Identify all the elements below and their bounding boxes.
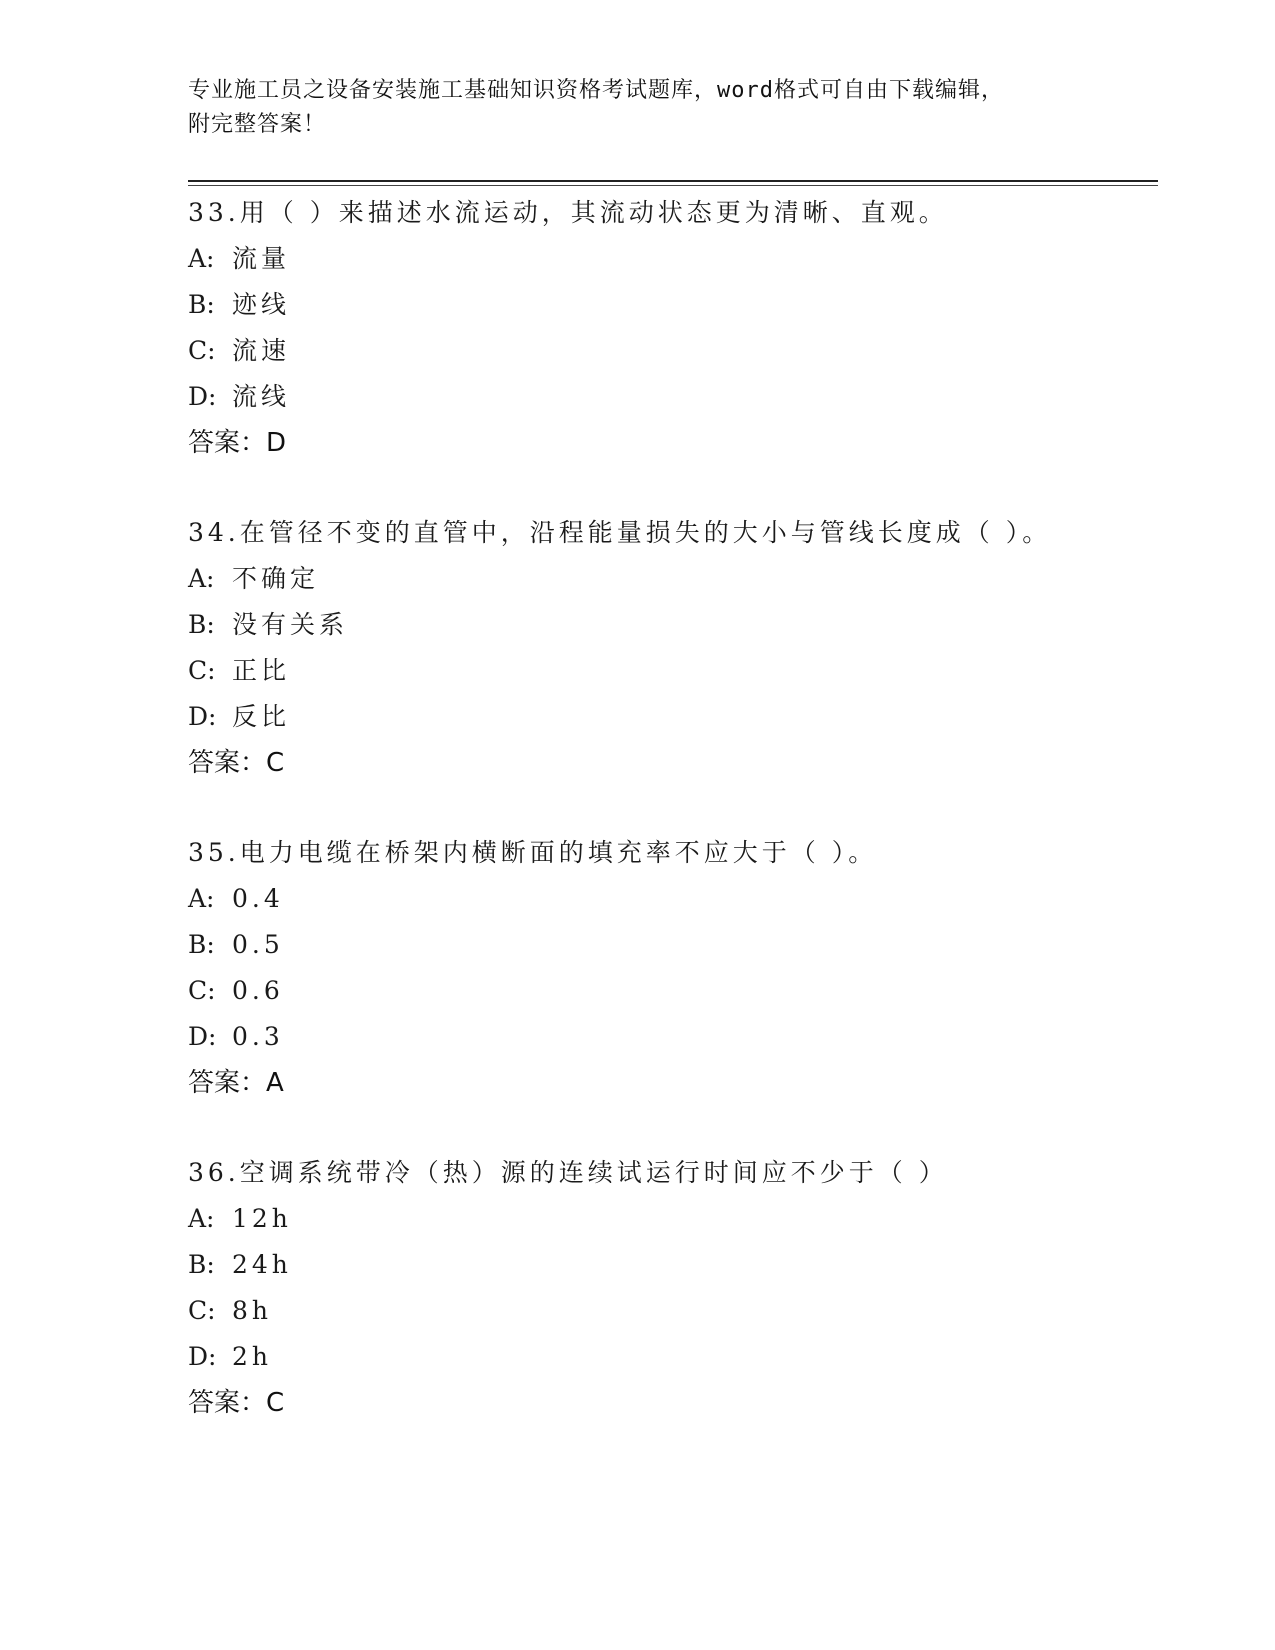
option-letter: D: (188, 1342, 217, 1371)
option-text: 0.3 (232, 1022, 284, 1051)
option-d (188, 374, 1158, 420)
option-text: 反比 (232, 702, 291, 731)
option-text: 0.4 (232, 884, 284, 913)
option-letter: B: (188, 610, 215, 639)
option-text: 流速 (232, 336, 291, 365)
question-stem: 36.空调系统带冷（热）源的连续试运行时间应不少于（ ） (188, 1158, 948, 1187)
option-text: 流线 (232, 382, 291, 411)
option-d (188, 694, 1158, 740)
option-text: 流量 (232, 244, 291, 273)
option-letter: B: (188, 1250, 215, 1279)
question-35 (188, 830, 1158, 1150)
answer-line: 答案：C (188, 1388, 285, 1418)
option-letter: C: (188, 656, 216, 685)
option-d (188, 1334, 1158, 1380)
option-letter: A: (188, 244, 215, 273)
option-b (188, 1242, 1158, 1288)
option-c (188, 648, 1158, 694)
option-letter: D: (188, 1022, 217, 1051)
header-divider-thin (188, 185, 1158, 186)
option-a (188, 556, 1158, 602)
option-letter: C: (188, 976, 216, 1005)
option-letter: D: (188, 702, 217, 731)
option-text: 12h (232, 1204, 292, 1233)
option-a (188, 1196, 1158, 1242)
option-d (188, 1014, 1158, 1060)
option-letter: D: (188, 382, 217, 411)
option-a (188, 876, 1158, 922)
option-text: 迹线 (232, 290, 291, 319)
option-c (188, 328, 1158, 374)
option-text: 24h (232, 1250, 292, 1279)
option-c (188, 968, 1158, 1014)
option-letter: C: (188, 1296, 216, 1325)
option-b (188, 282, 1158, 328)
question-list (188, 190, 1158, 1470)
option-a (188, 236, 1158, 282)
question-stem: 34.在管径不变的直管中，沿程能量损失的大小与管线长度成（ ）。 (188, 518, 1052, 547)
option-letter: B: (188, 930, 215, 959)
question-stem: 35.电力电缆在桥架内横断面的填充率不应大于（ ）。 (188, 838, 878, 867)
option-letter: A: (188, 884, 215, 913)
question-stem: 33.用（ ）来描述水流运动，其流动状态更为清晰、直观。 (188, 198, 948, 227)
question-33 (188, 190, 1158, 510)
header-divider-thick (188, 180, 1158, 182)
option-text: 2h (232, 1342, 273, 1371)
option-text: 正比 (232, 656, 291, 685)
option-text: 0.5 (232, 930, 284, 959)
option-text: 没有关系 (232, 610, 349, 639)
option-text: 不确定 (232, 564, 320, 593)
option-letter: C: (188, 336, 216, 365)
option-b (188, 602, 1158, 648)
answer-line: 答案：D (188, 428, 287, 458)
option-b (188, 922, 1158, 968)
document-header (188, 74, 1088, 142)
question-36 (188, 1150, 1158, 1470)
answer-line: 答案：C (188, 748, 285, 778)
answer-line: 答案：A (188, 1068, 284, 1098)
option-letter: A: (188, 1204, 215, 1233)
question-34 (188, 510, 1158, 830)
header-line-1: 专业施工员之设备安装施工基础知识资格考试题库，word格式可自由下载编辑， (188, 78, 1004, 103)
option-c (188, 1288, 1158, 1334)
option-letter: A: (188, 564, 215, 593)
header-line-2: 附完整答案！ (188, 112, 327, 137)
option-text: 0.6 (232, 976, 284, 1005)
option-letter: B: (188, 290, 215, 319)
option-text: 8h (232, 1296, 273, 1325)
